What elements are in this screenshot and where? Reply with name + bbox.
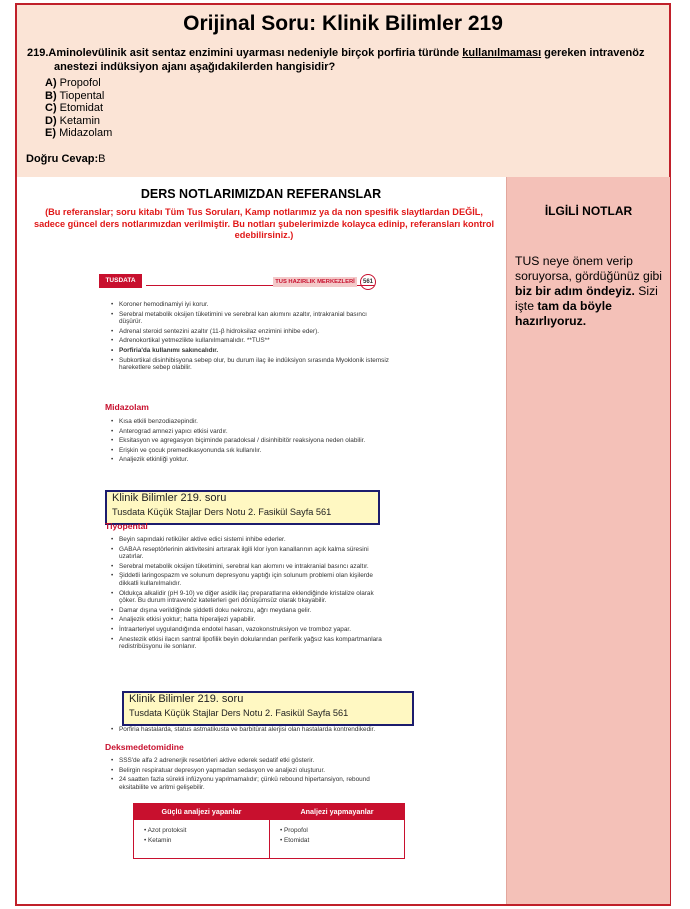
header-band: TUS HAZIRLIK MERKEZLERİ [273, 277, 357, 287]
list-item: • Belirgin respiratuar depresyon yapmadan sedasyon ve analjezi oluşturur. [111, 767, 389, 775]
question-text-end: gereken intravenöz anestezi indüksiyon ajanı aşağıdakilerden hangisidir? [54, 47, 645, 73]
list-item: • Kısa etkili benzodiazepindir. [111, 418, 389, 426]
references-note: (Bu referanslar; soru kitabı Tüm Tus Soruları, Kamp notlarımız ya da non spesifik slaytlardan DEĞİL, sadece güncel ders notlarımızdan verilmiştir. Bu notları şubelerimizde kolayca edinip, referansları kontrol edebilirsiniz.) [33, 207, 495, 240]
answer-options [45, 77, 112, 140]
option-a: A) Propofol [45, 77, 101, 89]
list-item: • Anestezik etkisi ilacın santral lipofilik beyin dokularından periferik yağsız kas kompartmanlara redistribüsyonu ile sonlanır. [111, 636, 389, 651]
references-panel [17, 177, 505, 904]
table-column-1 [144, 826, 186, 845]
table-column-2 [280, 826, 309, 845]
question-panel [17, 5, 669, 177]
list-item: • Adrenal steroid sentezini azaltır (11-β hidroksilaz enzimini inhibe eder). [111, 328, 389, 336]
list-top [111, 301, 389, 374]
list-item: • SSS'de alfa 2 adrenerjik resetörleri aktive ederek sedatif etki gösterir. [111, 757, 389, 765]
section-midazolam: Midazolam [105, 402, 149, 412]
table-cell: • Azot protoksit [144, 827, 187, 834]
section-deksmedetomidine: Deksmedetomidine [105, 742, 184, 752]
correct-answer: Doğru Cevap:B [26, 153, 106, 165]
list-midazolam [111, 418, 389, 466]
option-e: E) Midazolam [45, 127, 113, 139]
list-item: • Analjezik etkisi yoktur; hatta hiperaljezi yapabilir. [111, 616, 389, 624]
table-cell: • Etomidat [280, 836, 310, 844]
question-title: Orijinal Soru: Klinik Bilimler 219 [183, 12, 503, 35]
scanned-note-page [97, 270, 405, 862]
list-item: • Damar dışına verildiğinde şiddetli doku nekrozu, ağrı meydana gelir. [111, 607, 389, 615]
list-item: • Porfiria'da kullanımı sakıncalıdır. [111, 347, 389, 355]
table-header-no-analgesia: Analjezi yapmayanlar [270, 804, 404, 820]
list-item: • Koroner hemodinamiyi iyi korur. [111, 301, 389, 309]
notes-title: İLGİLİ NOTLAR [544, 204, 633, 218]
list-item: • Erişkin ve çocuk premedikasyonunda sık kullanılır. [111, 447, 389, 455]
list-item: • Serebral metabolik oksijen tüketimini, serebral kan akımını ve intrakranial basıncı azaltır. [111, 563, 389, 571]
highlight-source: Tusdata Küçük Stajlar Ders Notu 2. Fasikül Sayfa 561 [129, 708, 349, 718]
table-divider [269, 804, 270, 858]
highlight-source: Tusdata Küçük Stajlar Ders Notu 2. Fasikül Sayfa 561 [112, 507, 332, 517]
question-text-underlined: kullanılmaması [462, 47, 542, 59]
analgesia-table [133, 803, 405, 859]
list-item: • Serebral metabolik oksijen tüketimini ve serebral kan akımını azaltır, intrakranial basıncı düşürür. [111, 311, 389, 326]
reference-highlight-1 [105, 490, 380, 525]
list-item: • İntraarteriyel uygulandığında endotel hasarı, vazokonstruksiyon ve tromboz yapar. [111, 626, 389, 634]
highlight-title: Klinik Bilimler 219. soru [129, 693, 244, 705]
list-item: • Subkortikal disinhibisyona sebep olur, bu durum ilaç ile indüksiyon sırasında Myoklonik istemsiz hareketlere sebep olabilir. [111, 357, 389, 372]
list-item: • GABAA reseptörlerinin aktivitesini artırarak ilgili klor iyon kanallarının açık kalma süresini uzatırlar. [111, 546, 389, 561]
list-item: • Eksitasyon ve agregasyon biçiminde paradoksal / disinhibitör reaksiyona neden olabilir. [111, 437, 389, 445]
highlight-title: Klinik Bilimler 219. soru [112, 492, 227, 504]
table-cell: • Propofol [280, 827, 308, 834]
list-item: • Adrenokortikal yetmezlikte kullanılmamalıdır. **TUS** [111, 337, 389, 345]
page-number: 561 [360, 274, 376, 290]
question-text [27, 46, 674, 74]
list-tiyopental-tail [111, 726, 389, 736]
list-item: • 24 saatten fazla sürekli infüzyonu yapılmamalıdır; çünkü rebound hipertansiyon, rebound eksitabilite ve aritmi gelişebilir. [111, 776, 389, 791]
list-deksmedetomidine [111, 757, 389, 793]
list-item: • Porfiria hastalarda, status astmatikusta ve barbitürat alerjisi olan hastalarda kontrendikedir. [111, 726, 389, 734]
tusdata-logo: TUSDATA [99, 274, 142, 288]
section-tiyopental: Tiyopental [105, 521, 148, 531]
question-text-start: 219.Aminolevülinik asit sentaz enzimini uyarması nedeniyle birçok porfiria türünde [27, 47, 463, 59]
list-item: • Anterograd amnezi yapıcı etkisi vardır. [111, 428, 389, 436]
list-item: • Şiddetli laringospazm ve solunum depresyonu yaptığı için solunum problemi olan kişilerde dikkatli kullanılmalıdır. [111, 572, 389, 587]
reference-highlight-2 [122, 691, 414, 726]
list-item: • Beyin sapındaki retiküler aktive edici sistemi inhibe ederler. [111, 536, 389, 544]
option-c: C) Etomidat [45, 102, 104, 114]
document-frame [15, 3, 671, 906]
list-item: • Oldukça alkalidir (pH 9-10) ve diğer asidik ilaç preparatlarına eklendiğinde kristalize olarak çöker. Bu durum intravenöz kateterleri geri dönüşümsüz olarak tıkayabilir. [111, 590, 389, 605]
option-d: D) Ketamin [45, 114, 101, 127]
references-title: DERS NOTLARIMIZDAN REFERANSLAR [140, 187, 382, 201]
list-tiyopental [111, 536, 389, 653]
related-notes-panel [506, 177, 670, 904]
table-header-strong-analgesia: Güçlü analjezi yapanlar [134, 804, 269, 820]
table-cell: • Ketamin [144, 836, 172, 844]
list-item: • Analjezik etkinliği yoktur. [111, 456, 389, 464]
notes-text: TUS neye önem verip soruyorsa, gördüğünüz gibi biz bir adım öndeyiz. Sizi işte tam da böyle hazırlıyoruz. [515, 254, 663, 328]
option-b: B) Tiopental [45, 89, 105, 102]
